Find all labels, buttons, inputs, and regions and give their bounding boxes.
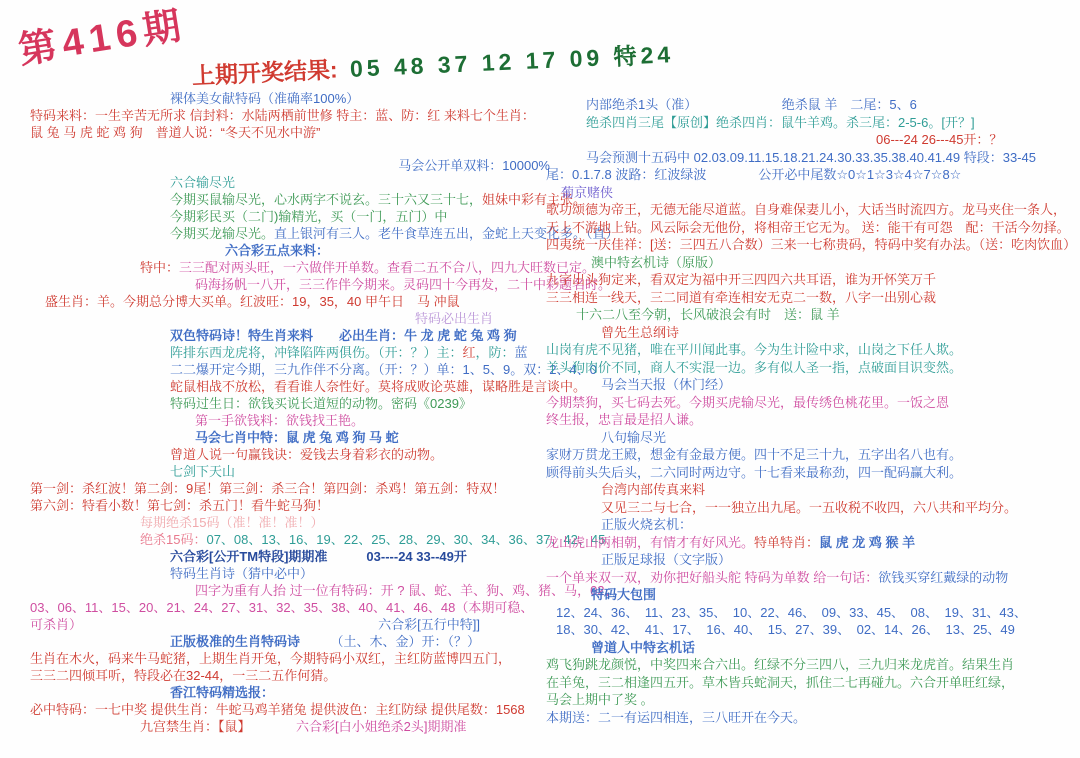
text-segment: 澳中特玄机诗（原版） [591,254,722,270]
text-segment: 正版火烧玄机： [601,517,693,532]
text-segment: 九宫禁生肖：【鼠】 [140,719,245,734]
text-line [546,271,1078,289]
text-line [30,327,550,344]
text-line [546,411,1078,429]
text-segment: 06---24 26---45开：？ [876,132,1003,147]
text-line [546,534,1078,552]
text-segment: 山岗有虎不见猪，唯在平川闻此事。今为生计险中求，山岗之下任人欺。 [546,342,963,357]
text-line [546,219,1078,237]
text-line [546,516,1078,534]
text-line [546,341,1078,359]
text-line [30,124,550,141]
text-segment: 特单特肖： [754,534,820,550]
text-segment: 鼠 兔 马 虎 蛇 鸡 狗 普道人说：“冬天不见水中游” [30,125,321,140]
text-segment: 曾先生总纲诗 [601,324,680,340]
text-segment: 正版极准的生肖特码诗 [170,634,301,649]
text-segment: 三三二四倾耳听，特段必在32-44，一三二五作何猜。 [30,668,337,683]
text-line [546,604,1078,622]
text-line [546,236,1078,254]
text-line [30,191,587,208]
text-line [546,709,1078,727]
text-segment: 03、06、11、15、20、21、24、27、31、32、35、38、40、41、46、48（本期可稳、 [30,600,534,615]
text-line [546,149,1078,167]
text-segment: 第六剑：特看小数！第七剑：杀五门！看牛蛇马狗！ [30,498,330,513]
text-line [546,674,1078,692]
text-line [30,446,550,463]
text-line [30,548,550,565]
text-line [30,378,587,395]
text-line [30,701,550,718]
text-segment: 特码生肖诗（猜中必中） [170,566,314,581]
text-segment: 今期买鼠输尽光，心水两字不说玄。三十六又三十七， [170,192,483,207]
previous-draw-result [191,36,674,91]
text-segment: 本期送：二一有运四相连，三八旺开在今天。 [546,709,807,725]
text-segment: 特码必出生肖 [415,311,494,326]
text-segment: 蓝 [514,345,528,360]
text-line [30,242,550,259]
text-segment: 双色特码诗！特生肖来料 必出生肖：牛 龙 虎 蛇 兔 鸡 狗 [170,328,517,343]
text-segment: 六合输尽光 [170,175,236,190]
text-segment: 六合彩[白小姐绝杀2头]期期准 [244,719,467,734]
text-line [546,656,1078,674]
text-segment: 又见三二与七合，一一独立出九尾。一五收税不收四，六八共和平均分。 [601,499,1018,515]
text-segment: 今期禁狗，买七码去死。今期买虎输尽光，最传绣色桃花里。一饭之恩 [546,394,950,410]
text-segment: 顾得前头失后头，二六同时两边守。十七看来最称劲，四一配码赢大利。 [546,464,963,480]
text-line [546,551,1078,569]
text-line [546,481,1078,499]
result-label: 上期开奖结果: [191,56,339,89]
text-line [30,412,550,429]
text-segment: 龙山虎山两相朝，有情才有好风光。 [546,534,755,550]
text-segment: 九字出头狗定来，看双定为福中开三四四六共耳语，谁为开怀笑万千 [546,272,937,287]
text-line [30,225,619,242]
text-segment: 每期绝杀15码（准！准！准！） [140,515,324,530]
text-line [30,259,596,276]
text-line [30,395,550,412]
text-segment: 马会预测十五码中 02.03.09.11.15.18.21.24.30.33.35.38.40.41.49 特段：33-45 [586,149,1036,165]
text-line [546,569,1078,587]
text-line [546,96,1078,114]
text-line [546,394,1078,412]
text-line [546,289,1078,307]
text-segment: 二二爆开定今期，三九作伴不分离。（开：？）单：1、5、9。双：2、4、0 [170,362,597,377]
text-segment: 马会公开单双料：10000% [398,158,550,173]
text-segment: 可杀肖） [30,617,83,632]
text-line [30,276,612,293]
text-segment: 码海扬帆一八开，三三作伴今期来。灵码四十今再发，二十中彩题名时。 [195,277,612,292]
text-line [30,293,550,310]
text-line [30,107,550,124]
text-segment: 三三配对两头旺，一六做伴开单数。查看二五不合八，四九大旺数已定。 [179,260,596,275]
text-segment: 生肖在木火，码来牛马蛇猪，上期生肖开兔，今期特码小双红，主红防蓝博四五门， [30,651,512,666]
text-segment: 鸡飞狗跳龙颜悦，中奖四来合六出。红绿不分三四八，三九归来龙虎首。结果生肖 [546,657,1015,672]
text-segment: 07、08、13、16、19、22、25、28、29、30、34、36、37、42、45 [206,532,606,547]
text-segment: 三三相连一线天，三二同道有牵连相安无克二一数，八字一出别心裁 [546,289,937,305]
text-line [546,184,1078,202]
text-line [546,429,1078,447]
text-segment: 正版足球报（文字版） [601,552,732,567]
text-segment: 特中： [140,260,180,275]
text-line [546,464,1078,482]
text-line [30,599,550,616]
text-line [30,344,550,361]
text-line [546,131,1078,149]
text-segment: 六合彩五点来料： [225,243,330,258]
text-segment: 台湾内部传真来料 [601,482,706,497]
text-line [30,514,550,531]
text-segment: 四字为重有人抬 过一位有特码：开 ? 鼠、蛇、羊、狗、鸡、猪、马，02、 [195,583,618,598]
text-segment: 马会七肖中特：鼠 虎 兔 鸡 狗 马 蛇 [195,430,399,445]
right-column [546,96,1078,726]
text-line [546,324,1078,342]
text-segment: 终生报，忠言最是招人谦。 [546,412,703,427]
text-segment: 曾道人说一句赢钱诀：爱钱去身着彩衣的动物。 [170,447,444,462]
text-line [30,90,550,107]
text-line [546,586,1078,604]
text-segment: 特码过生日：欲钱买说长道短的动物。密码《0239》 [170,396,472,411]
text-line [30,565,550,582]
text-segment: 马会上期中了奖 。 [546,692,654,707]
text-line [30,531,606,548]
text-line [546,201,1078,219]
text-segment: 特码大包围 [591,587,657,602]
text-line [546,446,1078,464]
text-line [30,480,550,497]
text-segment: 直上银河有三人。老牛食草连五出，金蛇上天变化多。（直） [274,226,619,241]
text-line [30,616,550,633]
text-segment: ，防： [475,345,515,360]
text-line [30,633,550,650]
text-segment: 七剑下天山 [170,464,236,479]
issue-title: 第416期 [15,4,190,73]
text-segment: 马会当天报（休门经） [601,377,732,392]
text-segment: 必中特码：一七中奖 提供生肖：牛蛇马鸡羊猪兔 提供波色：主红防绿 提供尾数：1568 [30,702,525,717]
text-segment: 今期彩民买（二门)输精光，买（一门，五门）中 [170,209,448,224]
text-line [546,306,1078,324]
text-line [546,639,1078,657]
text-segment: 六合彩[公开TM特段]期期准 03----24 33--49开 [170,549,467,564]
text-line [546,254,1078,272]
text-line [30,174,550,191]
text-segment: 家财万贯龙王殿，想金有金最方便。四十不足三十九，五字出名八也有。 [546,447,963,462]
text-line [30,361,597,378]
text-segment: 天上不游地上钻。风云际会无他份，将相帝王它无为。 送：能干有可怨 配：干活今勿择。 [546,219,1070,235]
text-line [30,667,550,684]
text-line [30,650,550,667]
text-segment: （土、木、金）开：（？） [330,634,480,649]
text-segment: 香江特码精选报： [170,685,275,700]
text-segment: 在羊兔，三二相逢四五开。草木皆兵蛇洞天，抓住二七再碰九。六合开单旺红绿， [546,674,1015,690]
text-segment: 八句输尽光 [601,429,667,445]
text-line [546,376,1078,394]
text-line [30,429,550,446]
text-segment: 绝杀四肖三尾【原创】绝杀四肖：鼠牛羊鸡。杀三尾：2-5-6。[开？] [586,114,975,130]
text-segment: 尾：0.1.7.8 波路：红波绿波 公开必中尾数☆0☆1☆3☆4☆7☆8☆ [546,167,962,182]
text-line [546,691,1078,709]
text-line [30,310,550,327]
text-line [30,463,550,480]
text-segment: 十六二八至今朝，长风破浪会有时 送：鼠 羊 [576,307,840,322]
text-segment: 第一剑：杀红波！第二剑：9尾！第三剑：杀三合！第四剑：杀鸡！第五剑：特双！ [30,481,506,496]
text-segment: 歌功颂德为帝王，无德无能尽道蓝。自身难保妻儿小，大话当时流四方。龙马夹住一条人， [546,202,1067,217]
text-segment: 欲钱买穿红戴绿的动物 [878,569,1009,585]
text-segment: 蛇鼠相战不放松，看看谁人奈性好。莫将成败论英雄，谋略胜是言谈中。 [170,379,587,394]
text-segment: 曾道人中特玄机话 [591,639,696,655]
text-line [30,718,550,735]
text-segment: 12、24、36、 11、23、35、 10、22、46、 09、33、45、 08、 19、31、43、 [556,604,1027,620]
text-segment: 裸体美女献特码（准确率100%） [170,91,360,106]
text-segment: 盛生肖：羊。今期总分博大买单。红波旺：19，35，40 甲午日 马 冲鼠 [45,294,460,309]
text-segment: 红 [462,345,476,360]
text-segment: 内部绝杀1头（准） 绝杀鼠 羊 二尾：5、6 [586,97,917,112]
text-segment: 阵排东西龙虎将，冲锋陷阵两俱伤。（开：？）主： [170,345,463,360]
text-segment: 四夷统一庆佳祥：[送：三四五八合数）三来一七称贵码，特码中奖有办法。（送：吃肉饮血） [546,237,1077,252]
text-line [30,497,550,514]
text-line [30,684,550,701]
text-segment: 第一手欲钱料：欲钱找王艳。 [195,413,365,428]
text-segment: 一个单来双一双，劝你把好船头舵 特码为单数 给一句话： [546,569,879,585]
text-segment: 羊头狗肉价不同，商人不实混一边。多有似人圣一指，点破面目识变然。 [546,359,963,375]
text-segment: 鼠 虎 龙 鸡 猴 羊 [819,534,916,550]
text-line [546,114,1078,132]
text-line [30,208,550,225]
text-segment: 六合彩[五行中特]] [378,617,480,632]
text-line [546,359,1078,377]
text-line [546,499,1078,517]
text-segment: 今期买龙输尽光。 [170,226,275,241]
text-segment: 姐妹中彩有主张。 [482,192,587,207]
text-segment: 特码来料：一生辛苦无所求 信封料：水陆两栖前世修 特主：蓝、防：红 来料七个生肖： [30,108,535,123]
result-numbers: 05 48 37 12 17 09 特24 [349,41,675,82]
text-line [546,621,1078,639]
text-line [30,157,550,174]
text-line [546,166,1078,184]
text-line [30,582,618,599]
text-segment: 绝杀15码： [140,532,207,547]
text-segment: 18、30、42、 41、17、 16、40、 15、27、39、 02、14、26、 13、25、49 [556,622,1015,637]
text-segment: 葡京赌侠 [561,184,614,200]
